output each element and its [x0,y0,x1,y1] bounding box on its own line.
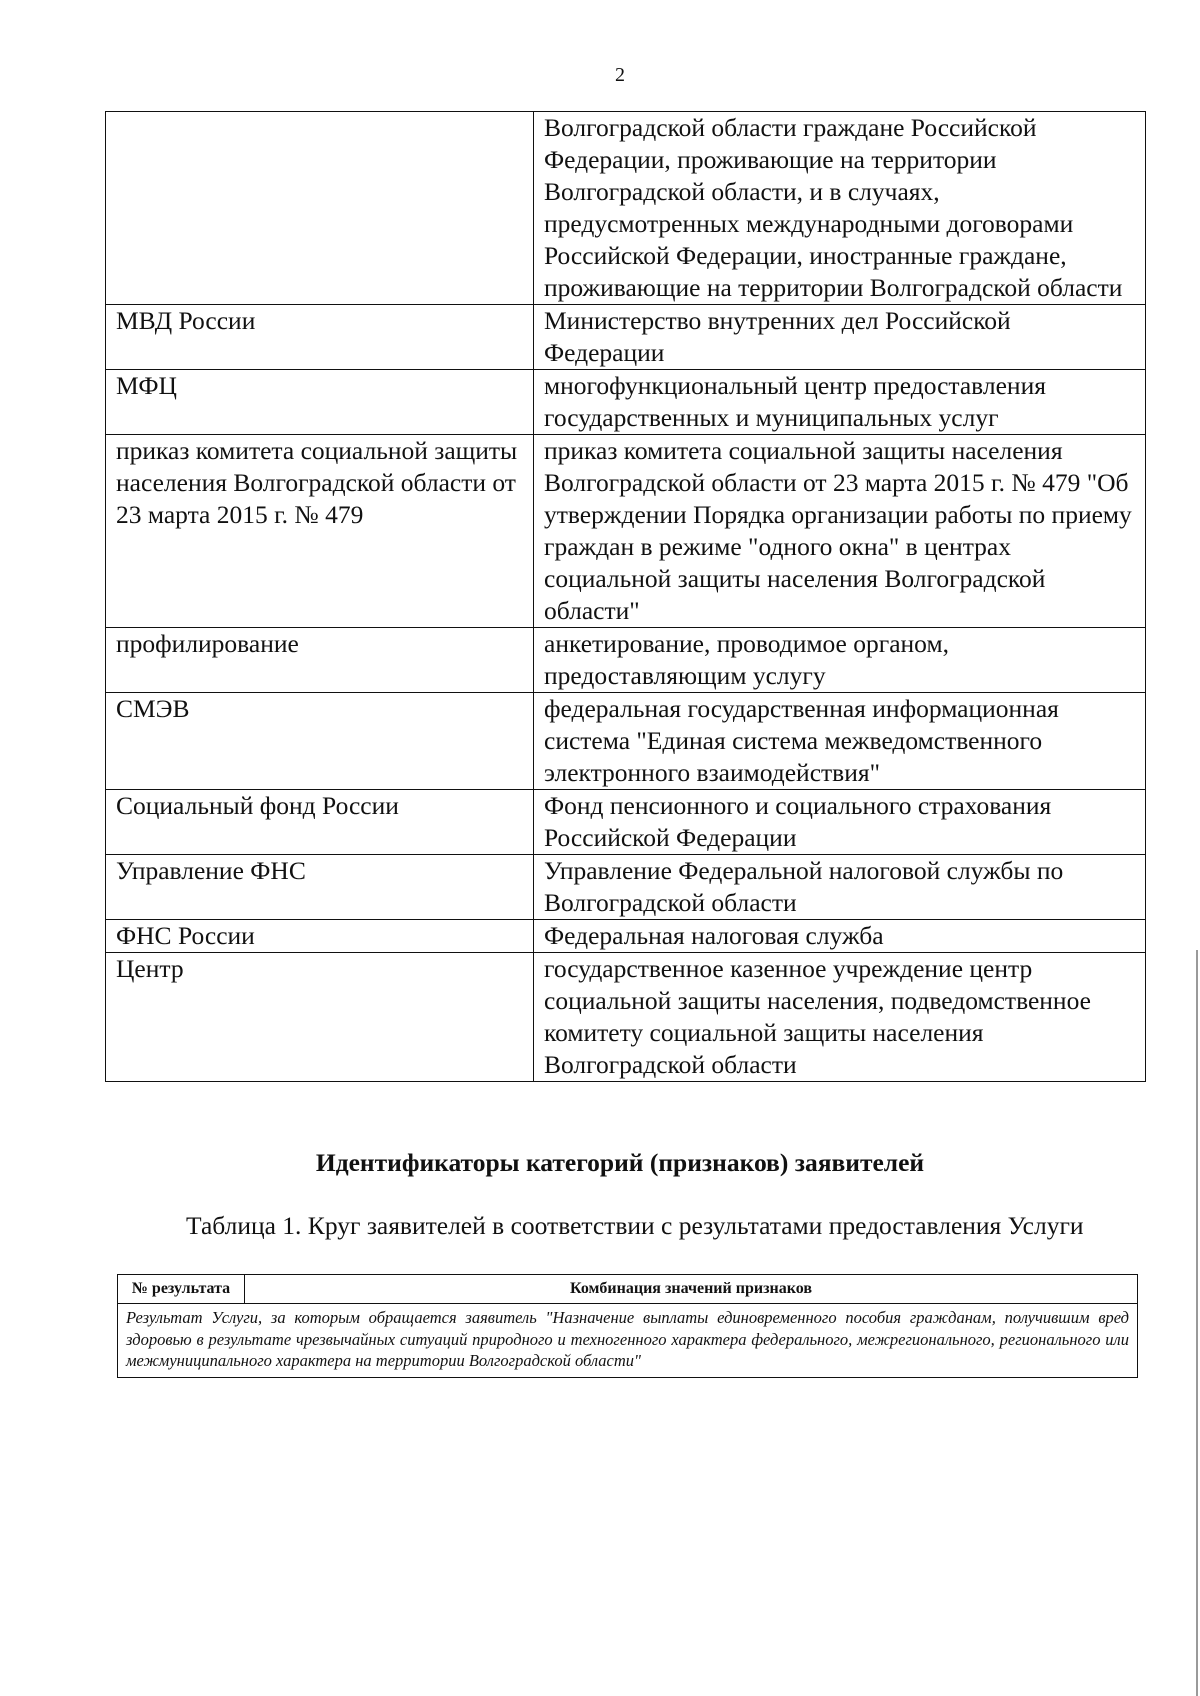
table-header-row [118,1275,1138,1304]
table-row [106,790,1146,855]
result-description-cell: Результат Услуги, за которым обращается заявитель "Назначение выплаты единовременного пособия гражданам, получившим вред здоровью в результате чрезвычайных ситуаций природного и техногенного характера федерального, межрегионального, регионального или межмуниципального характера на территории Волгоградской области" [118,1304,1138,1378]
definition-cell: Волгоградской области граждане Российской Федерации, проживающие на территории Волгоградской области, и в случаях, предусмотренных международными договорами Российской Федерации, иностранные граждане, проживающие на территории Волгоградской области [534,112,1146,305]
results-table [117,1274,1138,1378]
column-header-combination: Комбинация значений признаков [245,1275,1138,1304]
table-caption: Таблица 1. Круг заявителей в соответствии с результатами предоставления Услуги [186,1211,1084,1240]
term-cell: МВД России [106,305,534,370]
table-row [106,370,1146,435]
term-cell: СМЭВ [106,693,534,790]
table-row [106,953,1146,1082]
terms-table [105,111,1146,1082]
definition-cell: анкетирование, проводимое органом, предоставляющим услугу [534,628,1146,693]
section-heading: Идентификаторы категорий (признаков) заявителей [315,1148,925,1177]
scan-edge-line [1196,950,1198,1696]
table-row [106,855,1146,920]
definition-cell: Управление Федеральной налоговой службы по Волгоградской области [534,855,1146,920]
table-row [106,305,1146,370]
table-row [106,693,1146,790]
definition-cell: Федеральная налоговая служба [534,920,1146,953]
definition-cell: многофункциональный центр предоставления государственных и муниципальных услуг [534,370,1146,435]
term-cell: МФЦ [106,370,534,435]
page-number: 2 [615,64,625,86]
definition-cell: государственное казенное учреждение центр социальной защиты населения, подведомственное комитету социальной защиты населения Волгоградской области [534,953,1146,1082]
table-row [106,112,1146,305]
term-cell: приказ комитета социальной защиты населения Волгоградской области от 23 марта 2015 г. № 479 [106,435,534,628]
definition-cell: приказ комитета социальной защиты населения Волгоградской области от 23 марта 2015 г. № 479 "Об утверждении Порядка организации работы по приему граждан в режиме "одного окна" в центрах социальной защиты населения Волгоградской области" [534,435,1146,628]
definition-cell: Министерство внутренних дел Российской Федерации [534,305,1146,370]
term-cell: профилирование [106,628,534,693]
definition-cell: Фонд пенсионного и социального страхования Российской Федерации [534,790,1146,855]
term-cell: Управление ФНС [106,855,534,920]
table-row [118,1304,1138,1378]
term-cell: Центр [106,953,534,1082]
table-row [106,628,1146,693]
table-row [106,920,1146,953]
definition-cell: федеральная государственная информационная система "Единая система межведомственного электронного взаимодействия" [534,693,1146,790]
term-cell: Социальный фонд России [106,790,534,855]
term-cell: ФНС России [106,920,534,953]
table-row [106,435,1146,628]
column-header-number: № результата [118,1275,245,1304]
term-cell [106,112,534,305]
